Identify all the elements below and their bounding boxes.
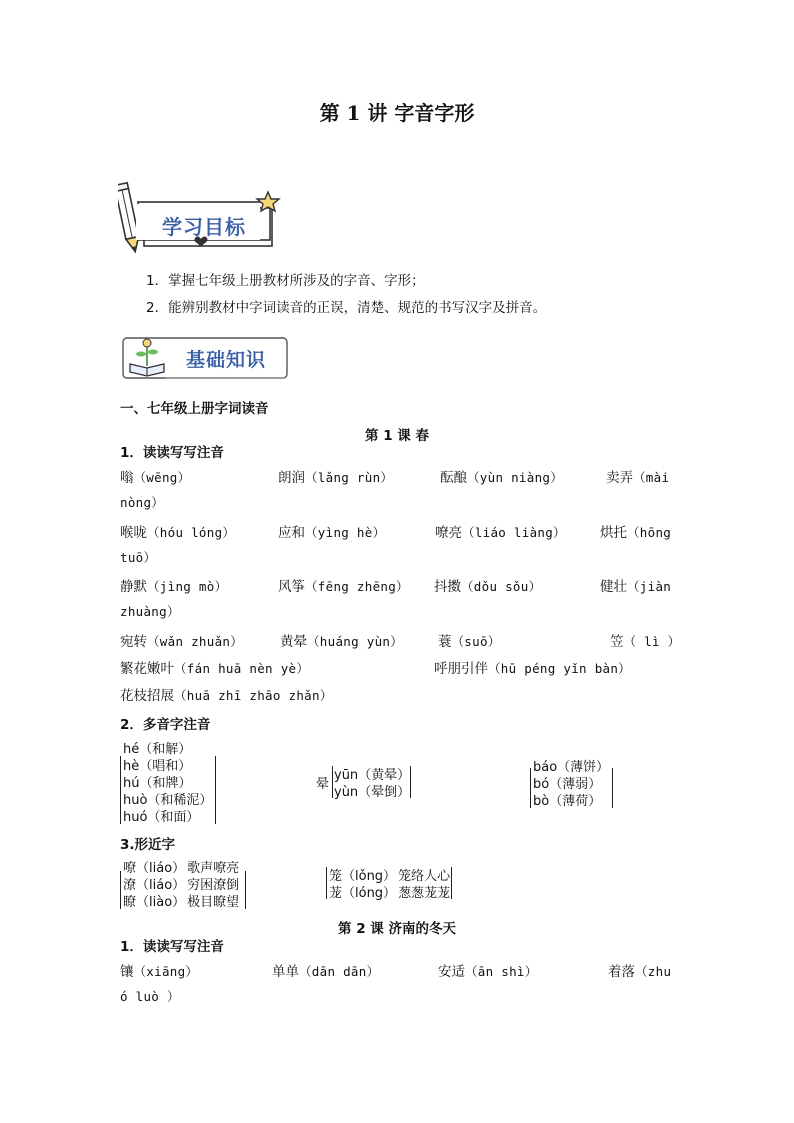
polyphone-item: hé（和解） — [123, 742, 192, 757]
word-entry: 烘托（hōng — [600, 525, 672, 541]
section-heading: 一、七年级上册字词读音 — [120, 401, 269, 417]
goal-item: 1．掌握七年级上册教材所涉及的字音、字形； — [146, 273, 425, 289]
word-entry-continued: tuō） — [120, 550, 157, 565]
word-entry: 健壮（jiàn — [600, 579, 672, 595]
lesson-title: 第 2 课 济南的冬天 — [338, 921, 456, 937]
word-entry: 嗡（wēng） — [120, 470, 191, 486]
similar-char-item: 瞭（liào） 极目瞭望 — [123, 895, 240, 910]
word-entry-continued: nòng） — [120, 495, 165, 510]
polyphone-item: huò（和稀泥） — [123, 793, 213, 808]
word-entry-continued: ó luò ） — [120, 989, 180, 1004]
basic-knowledge-label: 基础知识 — [186, 349, 267, 371]
word-entry: 单单（dān dān） — [272, 964, 380, 980]
polyphone-item: huó（和面） — [123, 810, 200, 825]
subheading: 3.形近字 — [120, 837, 176, 853]
word-entry: 风筝（fēng zhēng） — [278, 579, 409, 595]
subheading: 1．读读写写注音 — [120, 445, 224, 461]
word-entry: 嘹亮（liáo liàng） — [435, 525, 566, 541]
polyphone-item: bò（薄荷） — [533, 794, 602, 809]
polyphone-char: 晕 — [316, 777, 330, 792]
word-entry: 酝酿（yùn niàng） — [440, 470, 564, 486]
word-entry: 安适（ān shì） — [438, 964, 538, 980]
polyphone-item: báo（薄饼） — [533, 760, 610, 775]
polyphone-group-yun — [316, 764, 421, 804]
word-entry: 呼朋引伴（hū péng yǐn bàn） — [434, 661, 631, 677]
word-entry: 静默（jìng mò） — [120, 579, 228, 595]
word-entry: 着落（zhu — [608, 964, 672, 980]
polyphone-group-bao — [530, 756, 620, 812]
polyphone-group-he — [120, 738, 220, 830]
similar-char-item: 茏（lóng） 葱葱茏茏 — [329, 886, 451, 901]
polyphone-item: yùn（晕倒） — [334, 785, 411, 800]
word-entry: 卖弄（mài — [606, 470, 670, 486]
word-entry-continued: zhuàng） — [120, 604, 180, 619]
learning-goals-banner — [118, 180, 288, 255]
word-entry: 镶（xiāng） — [120, 964, 199, 980]
similar-char-item: 笼（lǒng） 笼络人心 — [329, 869, 451, 884]
word-entry: 喉咙（hóu lóng） — [120, 525, 236, 541]
basic-knowledge-banner — [118, 332, 293, 384]
polyphone-item: hè（唱和） — [123, 759, 192, 774]
word-entry: 宛转（wǎn zhuǎn） — [120, 634, 244, 650]
similar-char-group — [120, 857, 250, 911]
learning-goals-label: 学习目标 — [162, 215, 246, 239]
goal-item: 2．能辨别教材中字词读音的正误，清楚、规范的书写汉字及拼音。 — [146, 300, 547, 316]
similar-char-group — [326, 865, 456, 903]
lesson-title: 第 1 课 春 — [365, 428, 429, 444]
word-entry: 黄晕（huáng yùn） — [280, 634, 404, 650]
word-entry: 笠（ lì ） — [610, 634, 681, 650]
polyphone-item: yūn（黄晕） — [334, 768, 411, 783]
word-entry: 繁花嫩叶（fán huā nèn yè） — [120, 661, 310, 677]
polyphone-item: hú（和牌） — [123, 776, 192, 791]
subheading: 1．读读写写注音 — [120, 939, 224, 955]
similar-char-item: 潦（liáo） 穷困潦倒 — [123, 878, 240, 893]
word-entry: 朗润（lǎng rùn） — [278, 470, 394, 486]
similar-char-item: 嘹（liáo） 歌声嘹亮 — [123, 861, 240, 876]
polyphone-item: bó（薄弱） — [533, 777, 602, 792]
page-title: 第 1 讲 字音字形 — [319, 101, 475, 125]
word-entry: 蓑（suō） — [438, 634, 501, 650]
subheading: 2．多音字注音 — [120, 717, 211, 733]
word-entry: 应和（yìng hè） — [278, 525, 386, 541]
word-entry: 抖擞（dǒu sǒu） — [434, 579, 542, 595]
word-entry: 花枝招展（huā zhī zhāo zhǎn） — [120, 688, 333, 704]
